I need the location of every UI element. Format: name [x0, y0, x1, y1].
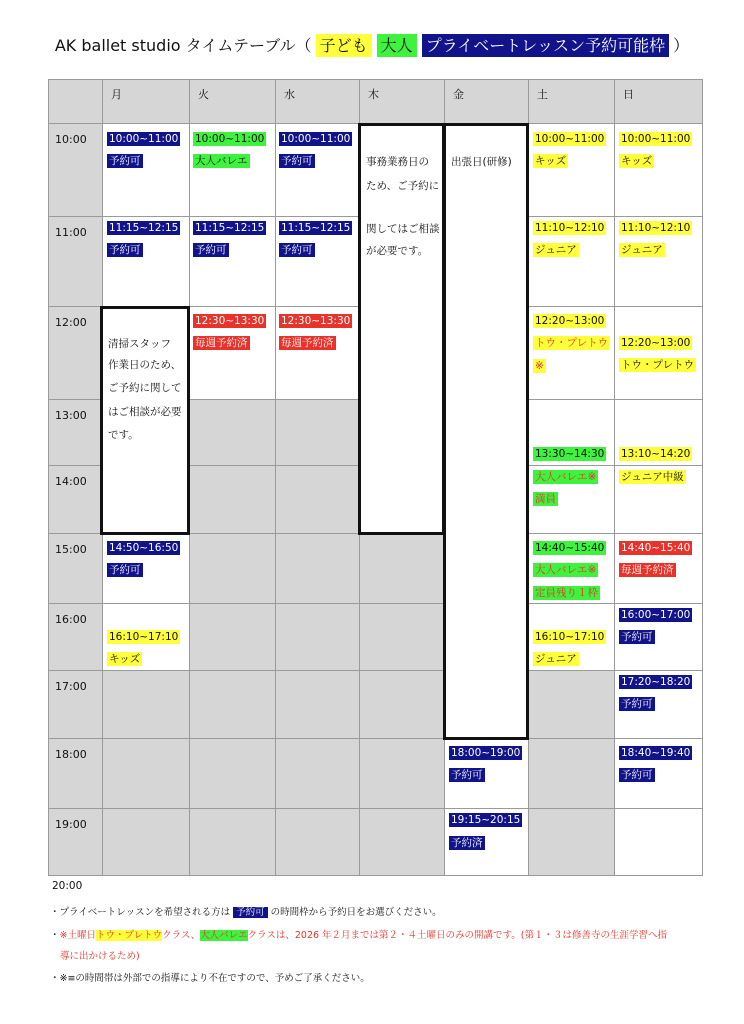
header-day: 水 — [275, 79, 360, 124]
saturday-slot-class: ジュニア — [535, 244, 577, 256]
wednesday-slot-time: 10:00~11:00 — [281, 133, 351, 145]
sunday-slot-time: 12:20~13:00 — [621, 337, 691, 349]
slot — [102, 808, 190, 876]
sunday-slot-status: 予約可 — [621, 769, 653, 781]
time-label: 14:00 — [48, 465, 103, 534]
friday-note: 出張日(研修) — [451, 156, 512, 168]
note-text: クラス、 — [162, 930, 201, 941]
tuesday-slot-status: 毎週予約済 — [195, 337, 248, 349]
header-day: 金 — [444, 79, 529, 124]
slot — [275, 808, 360, 876]
thursday-note-line: 事務業務日の — [366, 156, 429, 168]
sunday-slot-time: 16:00~17:00 — [621, 609, 691, 621]
slot — [614, 808, 703, 876]
time-label: 15:00 — [48, 533, 103, 604]
header-day: 火 — [189, 79, 276, 124]
time-label: 16:00 — [48, 603, 103, 671]
note-text: クラスは、2026 年２月までは第２・４土曜日のみの開講です。(第１・３は修善寺の生涯学習へ指 — [247, 930, 667, 941]
monday-slot-time: 16:10~17:10 — [109, 631, 179, 643]
friday-slot-status: 予約可 — [451, 769, 483, 781]
slot — [189, 808, 276, 876]
note-badge-available: 予約可 — [233, 907, 268, 918]
slot — [359, 738, 445, 809]
note-text: ※土曜日 — [59, 930, 96, 941]
saturday-slot-time: 13:30~14:30 — [535, 448, 605, 460]
slot — [102, 738, 190, 809]
legend-private-lesson: プライベートレッスン予約可能枠 — [422, 34, 669, 57]
note-text: ・ — [50, 930, 60, 941]
time-label: 18:00 — [48, 738, 103, 809]
slot — [189, 670, 276, 739]
legend-adult: 大人 — [377, 34, 417, 57]
sunday-slot-class: ジュニア中級 — [621, 471, 684, 483]
monday-note-line: ご予約に関して — [108, 382, 182, 394]
note-saturday — [50, 927, 667, 941]
saturday-slot-class: 大人バレエ※ — [535, 564, 597, 576]
sunday-slot-time: 17:20~18:20 — [621, 676, 691, 688]
monday-slot-class: キッズ — [109, 653, 141, 665]
time-label: 13:00 — [48, 399, 103, 466]
saturday-slot-time: 10:00~11:00 — [535, 133, 605, 145]
slot — [359, 603, 445, 671]
slot — [359, 808, 445, 876]
time-label: 10:00 — [48, 123, 103, 217]
sunday-slot-class: ジュニア — [621, 244, 663, 256]
note-text: ・プライベートレッスンを希望される方は — [50, 907, 234, 918]
monday-slot-time: 14:50~16:50 — [109, 542, 179, 554]
saturday-slot-mark: ※ — [535, 360, 544, 372]
saturday-slot-time: 12:20~13:00 — [535, 315, 605, 327]
tuesday-slot-class: 大人バレエ — [195, 155, 248, 167]
monday-slot-status: 予約可 — [109, 564, 141, 576]
sunday-slot-status: 毎週予約済 — [621, 564, 674, 576]
note-saturday-cont: 導に出かけるため) — [60, 951, 140, 962]
slot — [189, 738, 276, 809]
wednesday-slot-status: 予約可 — [281, 155, 313, 167]
slot — [528, 670, 615, 739]
slot — [189, 603, 276, 671]
sunday-slot-status: 予約可 — [621, 631, 653, 643]
note-text: の時間枠から予約日をお選びください。 — [267, 907, 442, 918]
monday-note-line: はご相談が必要 — [108, 406, 182, 418]
slot — [275, 738, 360, 809]
friday-slot-time: 19:15~20:15 — [451, 814, 521, 826]
friday-slot-time: 18:00~19:00 — [451, 747, 521, 759]
saturday-slot-class: トウ・プレトウ — [535, 337, 609, 349]
slot — [528, 808, 615, 876]
note-class-adult: 大人バレエ — [200, 930, 248, 941]
sunday-slot-class: トウ・プレトウ — [621, 359, 695, 371]
header-day: 木 — [359, 79, 445, 124]
thursday-note-line: 関してはご相談 — [366, 223, 440, 235]
sunday-slot-time: 18:40~19:40 — [621, 747, 691, 759]
note-private-lesson — [50, 904, 442, 918]
slot — [275, 399, 360, 466]
slot — [614, 306, 703, 400]
slot — [275, 670, 360, 739]
tuesday-slot-time: 10:00~11:00 — [195, 133, 265, 145]
slot — [528, 738, 615, 809]
slot — [189, 465, 276, 534]
note-class-tou: トウ・プレトウ — [95, 930, 163, 941]
note-absence: ・※≡の時間帯は外部での指導により不在ですので、予めご了承ください。 — [50, 973, 370, 984]
monday-note-line: 作業日のため、 — [108, 359, 182, 371]
slot — [275, 465, 360, 534]
end-time-label: 20:00 — [52, 880, 83, 892]
saturday-slot-capacity: 満員 — [535, 493, 556, 505]
saturday-slot-class: ジュニア — [535, 653, 577, 665]
tuesday-slot-time: 12:30~13:30 — [195, 315, 265, 327]
sunday-slot-time: 10:00~11:00 — [621, 133, 691, 145]
slot — [359, 533, 445, 604]
wednesday-slot-status: 毎週予約済 — [281, 337, 334, 349]
monday-slot-time: 11:15~12:15 — [109, 222, 179, 234]
header-corner — [48, 79, 103, 124]
thursday-note-line: ため、ご予約に — [366, 180, 440, 192]
header-day: 月 — [102, 79, 190, 124]
saturday-slot-class: 大人バレエ※ — [535, 471, 597, 483]
monday-slot-time: 10:00~11:00 — [109, 133, 179, 145]
saturday-slot-time: 16:10~17:10 — [535, 631, 605, 643]
sunday-slot-time: 11:10~12:10 — [621, 222, 691, 234]
title-close: ） — [673, 36, 690, 55]
sunday-slot-time: 13:10~14:20 — [621, 448, 691, 460]
slot — [189, 533, 276, 604]
wednesday-slot-status: 予約可 — [281, 244, 313, 256]
tuesday-slot-time: 11:15~12:15 — [195, 222, 265, 234]
saturday-slot-time: 11:10~12:10 — [535, 222, 605, 234]
legend-kids: 子ども — [316, 34, 372, 57]
sunday-slot-class: キッズ — [621, 155, 653, 167]
monday-slot-status: 予約可 — [109, 244, 141, 256]
slot — [359, 670, 445, 739]
time-label: 11:00 — [48, 216, 103, 307]
wednesday-slot-time: 11:15~12:15 — [281, 222, 351, 234]
time-label: 17:00 — [48, 670, 103, 739]
monday-note-line: です。 — [108, 429, 139, 441]
time-label: 12:00 — [48, 306, 103, 400]
saturday-slot-capacity: 定員残り１枠 — [535, 587, 598, 599]
slot — [189, 399, 276, 466]
slot — [275, 603, 360, 671]
header-day: 日 — [614, 79, 703, 124]
wednesday-slot-time: 12:30~13:30 — [281, 315, 351, 327]
saturday-slot-class: キッズ — [535, 155, 567, 167]
friday-slot-status: 予約済 — [451, 837, 483, 849]
time-label: 19:00 — [48, 808, 103, 876]
sunday-slot-time: 14:40~15:40 — [621, 542, 691, 554]
saturday-slot-time: 14:40~15:40 — [535, 542, 605, 554]
thursday-note-line: が必要です。 — [366, 245, 429, 257]
title-text: AK ballet studio タイムテーブル（ — [54, 36, 312, 55]
sunday-slot-status: 予約可 — [621, 698, 653, 710]
tuesday-slot-status: 予約可 — [195, 244, 227, 256]
slot — [275, 533, 360, 604]
header-day: 土 — [528, 79, 615, 124]
slot — [102, 670, 190, 739]
friday-business-trip-block — [443, 123, 529, 740]
monday-slot-status: 予約可 — [109, 155, 141, 167]
monday-note-line: 清掃スタッフ — [108, 338, 171, 350]
